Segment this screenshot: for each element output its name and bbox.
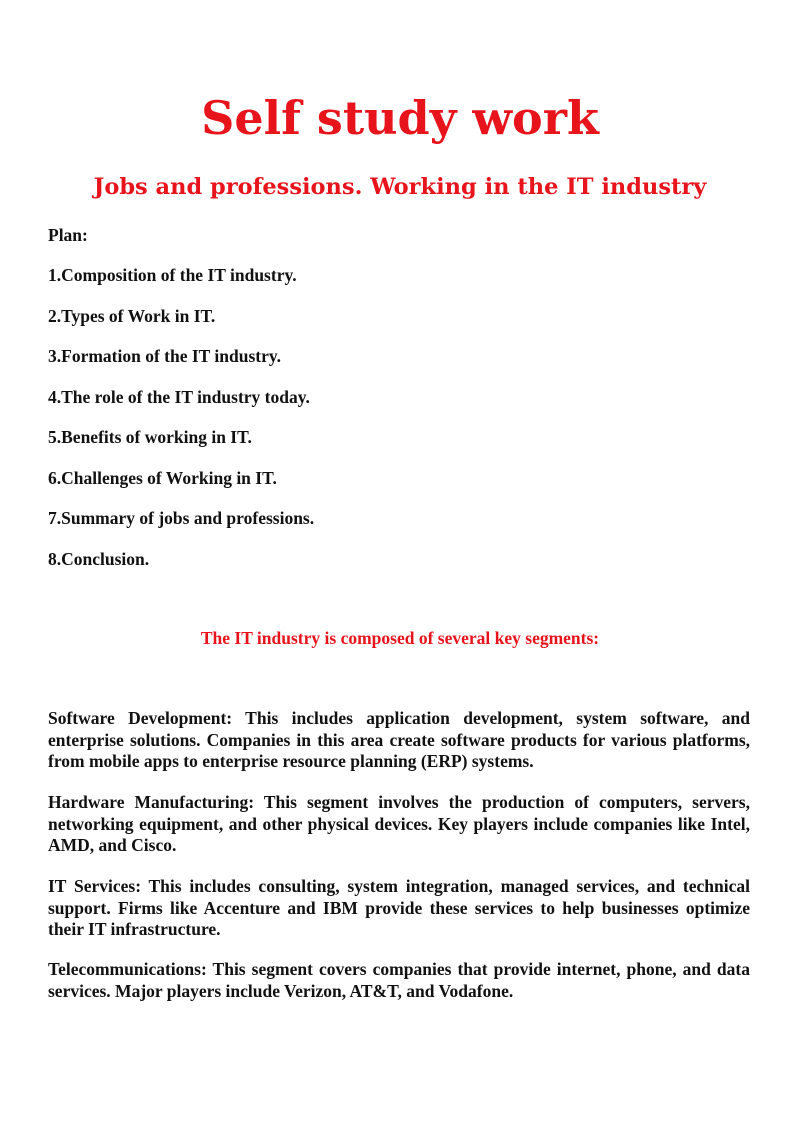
plan-item: 4.The role of the IT industry today. (48, 386, 310, 407)
document-subtitle: Jobs and professions. Working in the IT industry (93, 174, 707, 200)
plan-item: 1.Composition of the IT industry. (48, 265, 297, 285)
plan-item: 8.Conclusion. (48, 548, 150, 569)
paragraph-software-development: Software Development: This includes application development, system software, and enterprise solutions. Companies in this area create software products for various platforms, from mobile apps to enterprise resource planning (ERP) systems. (48, 708, 750, 772)
plan-label: Plan: (48, 225, 88, 245)
plan-item: 5.Benefits of working in IT. (48, 427, 252, 447)
plan-item: 2.Types of Work in IT. (48, 305, 216, 326)
segments-heading: The IT industry is composed of several key segments: (200, 628, 600, 648)
paragraph-it-services: IT Services: This includes consulting, system integration, managed services, and technical support. Firms like Accenture and IBM provide these services to help businesses optimize their IT infrastructure. (48, 876, 750, 940)
plan-item: 7.Summary of jobs and professions. (48, 508, 315, 528)
plan-list (48, 264, 314, 588)
plan-item: 3.Formation of the IT industry. (48, 346, 282, 366)
paragraph-telecommunications: Telecommunications: This segment covers companies that provide internet, phone, and data services. Major players include Verizon, AT&T, and Vodafone. (48, 959, 750, 1001)
plan-item: 6.Challenges of Working in IT. (48, 467, 277, 488)
document-title: Self study work (201, 91, 599, 145)
paragraph-hardware-manufacturing: Hardware Manufacturing: This segment involves the production of computers, servers, networking equipment, and other physical devices. Key players include companies like Intel, AMD, and Cisco. (48, 792, 750, 856)
